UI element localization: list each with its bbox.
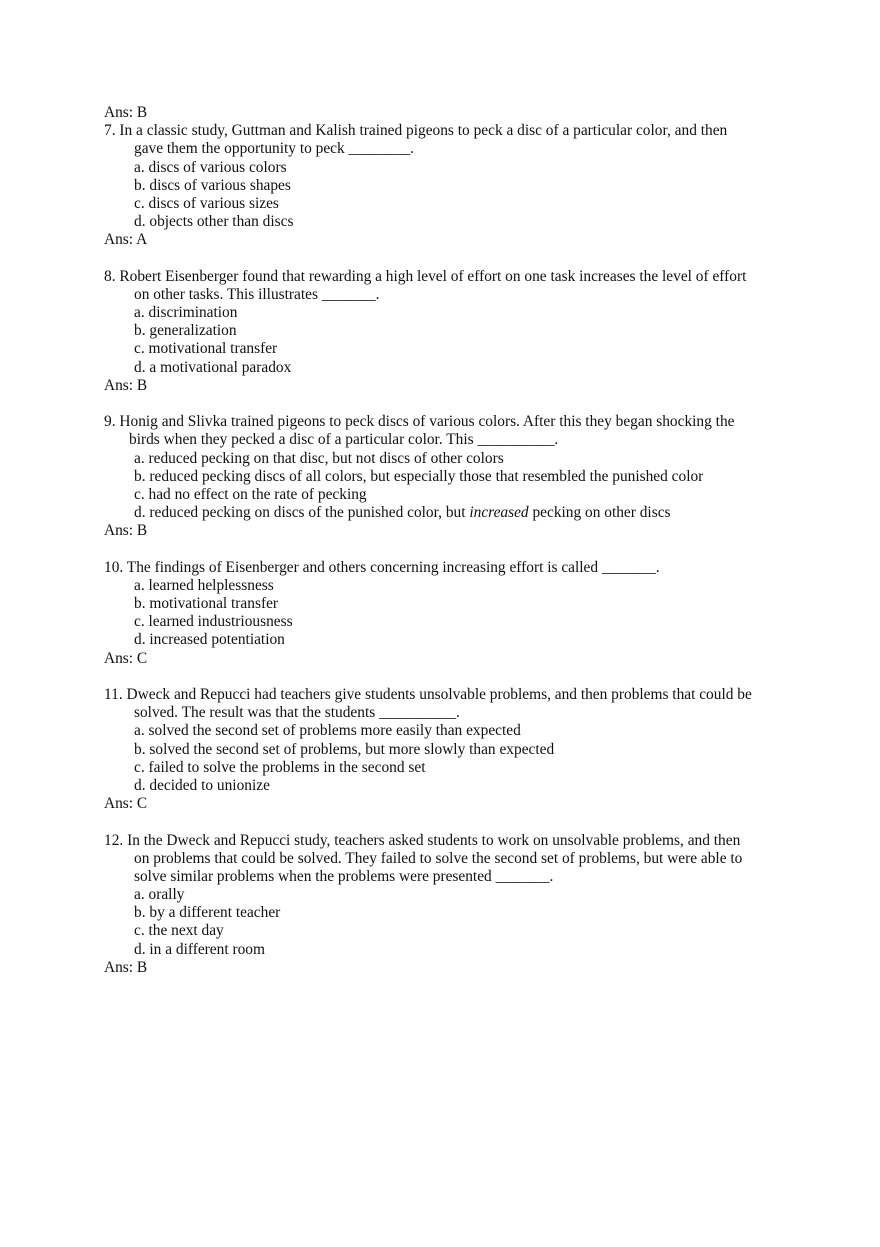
- question-stem-continuation: solved. The result was that the students __________.: [134, 704, 460, 722]
- question-stem: 10. The findings of Eisenberger and others concerning increasing effort is called _______.: [104, 558, 660, 576]
- spacer: [104, 813, 752, 831]
- answer-option: a. solved the second set of problems more easily than expected: [134, 722, 521, 740]
- answer-option: d. in a different room: [134, 940, 265, 958]
- answer-line: Ans: B: [104, 104, 148, 121]
- question-stem-continuation: solve similar problems when the problems were presented _______.: [134, 867, 554, 885]
- answer-option: a. orally: [134, 886, 185, 904]
- answer-option: b. discs of various shapes: [134, 176, 291, 194]
- answer-option: a. discs of various colors: [134, 158, 287, 176]
- answer-option: c. motivational transfer: [134, 340, 278, 358]
- answer-option: c. failed to solve the problems in the second set: [134, 758, 426, 776]
- spacer: [104, 668, 752, 686]
- answer-option: c. had no effect on the rate of pecking: [134, 485, 367, 503]
- answer-option: c. learned industriousness: [134, 613, 293, 631]
- answer-line: Ans: C: [104, 795, 148, 813]
- question-stem: 7. In a classic study, Guttman and Kalish trained pigeons to peck a disc of a particular color, and then: [104, 122, 728, 140]
- answer-option: b. generalization: [134, 322, 237, 340]
- answer-option: d. increased potentiation: [134, 631, 285, 649]
- spacer: [104, 250, 752, 268]
- answer-line: Ans: C: [104, 649, 148, 667]
- answer-line: Ans: B: [104, 376, 148, 394]
- answer-option: d. objects other than discs: [134, 213, 294, 231]
- answer-option: a. discrimination: [134, 304, 238, 322]
- document-page: [104, 104, 752, 977]
- option-text-part: pecking on other discs: [528, 504, 671, 522]
- spacer: [104, 395, 752, 413]
- question-stem: 12. In the Dweck and Repucci study, teachers asked students to work on unsolvable problems, and then: [104, 831, 741, 849]
- answer-line: Ans: A: [104, 231, 148, 249]
- answer-option: d. decided to unionize: [134, 776, 270, 794]
- question-stem-continuation: gave them the opportunity to peck ________.: [134, 140, 414, 158]
- answer-option: d. a motivational paradox: [134, 358, 292, 376]
- option-text-part: increased: [469, 504, 529, 522]
- answer-option: b. motivational transfer: [134, 595, 279, 613]
- answer-option: a. learned helplessness: [134, 576, 274, 594]
- answer-option: b. solved the second set of problems, but more slowly than expected: [134, 740, 555, 758]
- answer-option: b. reduced pecking discs of all colors, but especially those that resembled the punished color: [134, 467, 704, 485]
- answer-line: Ans: B: [104, 958, 148, 976]
- question-stem-continuation: on other tasks. This illustrates _______.: [134, 285, 380, 303]
- answer-line: Ans: B: [104, 522, 148, 540]
- option-text-part: d. reduced pecking on discs of the punished color, but: [134, 504, 470, 522]
- spacer: [104, 541, 752, 559]
- answer-option: b. by a different teacher: [134, 904, 281, 922]
- answer-option: [104, 504, 752, 522]
- question-stem-continuation: birds when they pecked a disc of a particular color. This __________.: [129, 431, 559, 449]
- question-stem: 8. Robert Eisenberger found that rewarding a high level of effort on one task increases the level of effort: [104, 267, 747, 285]
- question-stem-continuation: on problems that could be solved. They failed to solve the second set of problems, but were able to: [134, 849, 743, 867]
- answer-option: c. discs of various sizes: [134, 194, 279, 212]
- answer-option: a. reduced pecking on that disc, but not discs of other colors: [134, 449, 504, 467]
- answer-option: c. the next day: [134, 922, 224, 940]
- question-stem: 11. Dweck and Repucci had teachers give students unsolvable problems, and then problems that could be: [104, 686, 752, 703]
- question-stem: 9. Honig and Slivka trained pigeons to peck discs of various colors. After this they began shocking the: [104, 413, 735, 431]
